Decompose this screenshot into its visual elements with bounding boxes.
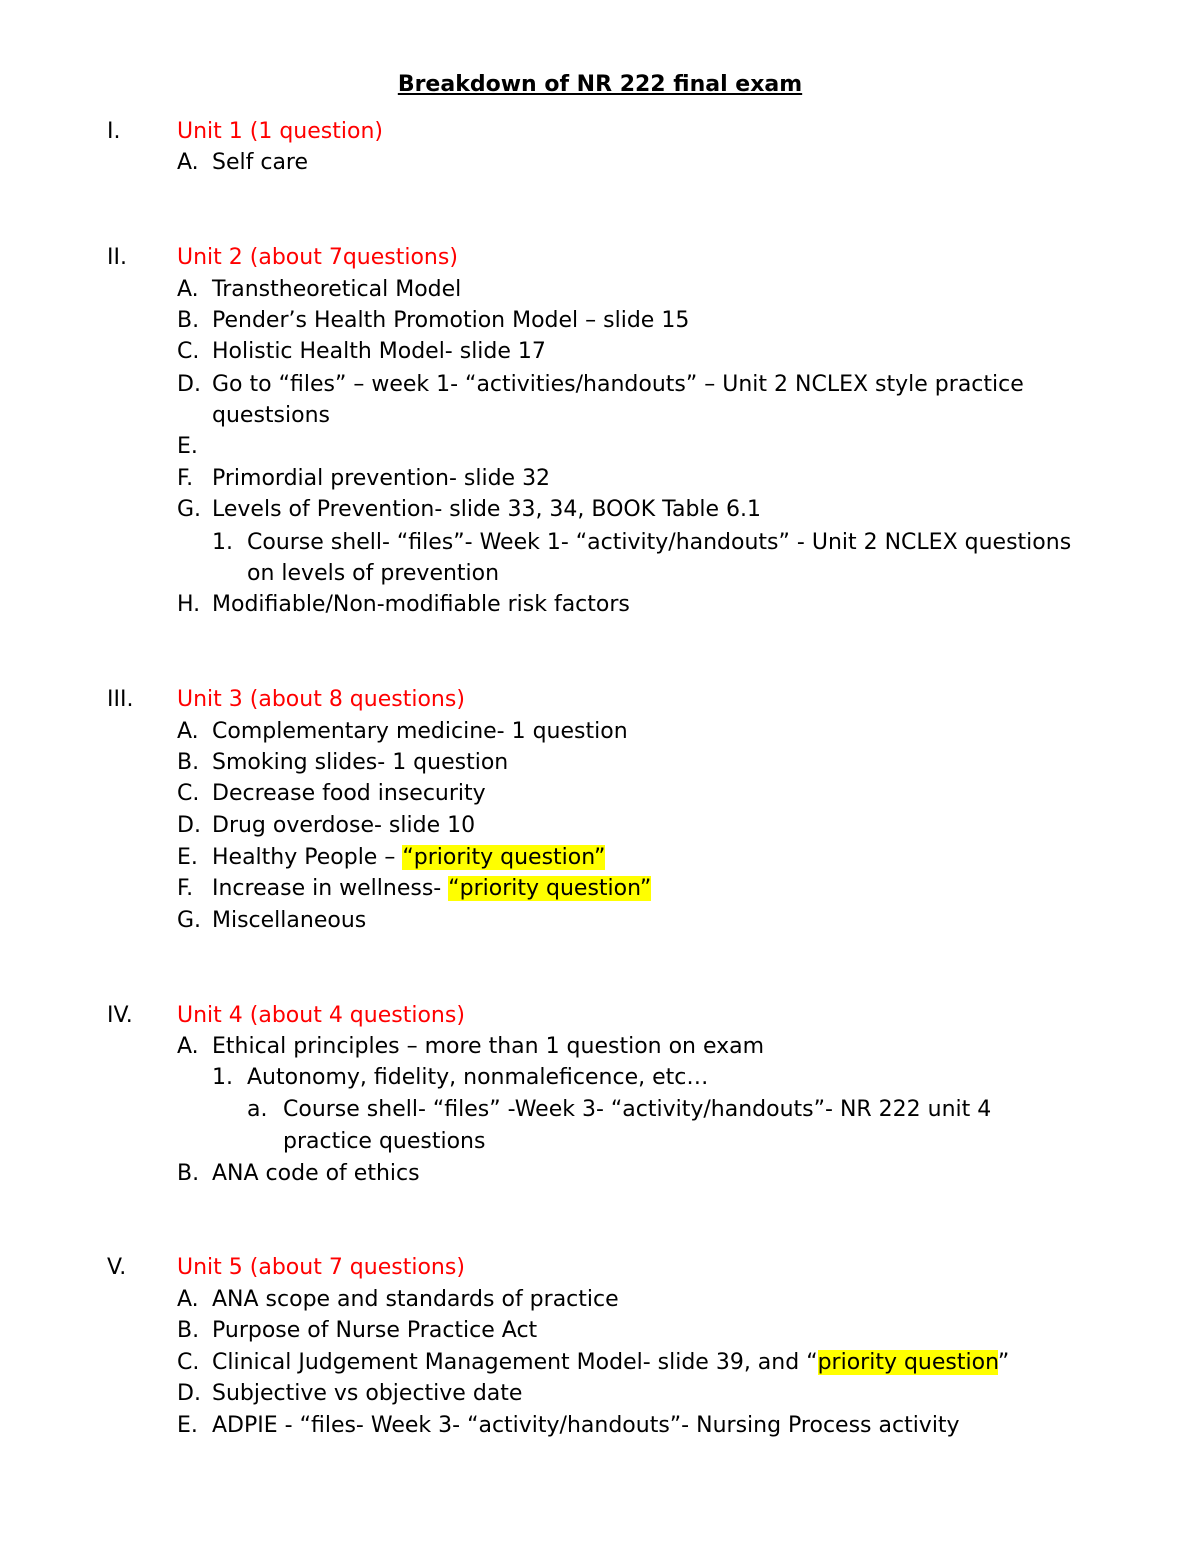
item-marker: H. <box>177 592 201 617</box>
item-text: Self care <box>212 150 309 175</box>
unit-numeral: II. <box>107 245 127 270</box>
unit-heading: Unit 4 (about 4 questions) <box>177 1003 465 1028</box>
unit-heading: Unit 1 (1 question) <box>177 119 383 144</box>
item-marker: C. <box>177 339 200 364</box>
item-text: Primordial prevention- slide 32 <box>212 466 551 491</box>
item-text: Modifiable/Non-modifiable risk factors <box>212 592 630 617</box>
item-marker: 1. <box>212 1065 233 1090</box>
unit-heading: Unit 3 (about 8 questions) <box>177 687 465 712</box>
item-marker: E. <box>177 434 198 459</box>
document-title: Breakdown of NR 222 final exam <box>397 72 803 97</box>
item-marker: E. <box>177 845 198 870</box>
item-marker: F. <box>177 466 194 491</box>
item-text: ADPIE - “files- Week 3- “activity/handouts”- Nursing Process activity <box>212 1413 960 1438</box>
item-text: questsions <box>212 403 330 428</box>
item-text: Drug overdose- slide 10 <box>212 813 476 838</box>
item-marker: A. <box>177 1034 199 1059</box>
item-marker: G. <box>177 497 202 522</box>
item-text-plain: Clinical Judgement Management Model- slide 39, and “ <box>212 1350 818 1375</box>
item-text-plain: ” <box>997 1350 1010 1375</box>
item-marker: B. <box>177 750 200 775</box>
priority-highlight: “priority question” <box>448 876 652 901</box>
item-text: Course shell- “files” -Week 3- “activity/handouts”- NR 222 unit 4 <box>283 1097 992 1122</box>
item-marker: A. <box>177 719 199 744</box>
item-marker: B. <box>177 1318 200 1343</box>
item-marker: D. <box>177 372 201 397</box>
item-text: ANA code of ethics <box>212 1161 420 1186</box>
unit-heading: Unit 2 (about 7questions) <box>177 245 458 270</box>
item-text: Holistic Health Model- slide 17 <box>212 339 546 364</box>
item-marker: A. <box>177 277 199 302</box>
item-text: Course shell- “files”- Week 1- “activity/handouts” - Unit 2 NCLEX questions <box>247 530 1072 555</box>
item-text <box>212 1347 1009 1378</box>
item-text: Pender’s Health Promotion Model – slide 15 <box>212 308 690 333</box>
unit-numeral: III. <box>107 687 134 712</box>
item-text: Autonomy, fidelity, nonmaleficence, etc… <box>247 1065 709 1090</box>
unit-heading: Unit 5 (about 7 questions) <box>177 1255 465 1280</box>
item-marker: E. <box>177 1413 198 1438</box>
item-marker: A. <box>177 150 199 175</box>
item-marker: D. <box>177 813 201 838</box>
priority-highlight: “priority question” <box>402 845 606 870</box>
item-marker: F. <box>177 876 194 901</box>
item-text: Decrease food insecurity <box>212 781 486 806</box>
item-text: Go to “files” – week 1- “activities/handouts” – Unit 2 NCLEX style practice <box>212 372 1024 397</box>
item-marker: C. <box>177 1350 200 1375</box>
item-text: Transtheoretical Model <box>212 277 462 302</box>
item-text: Complementary medicine- 1 question <box>212 719 628 744</box>
item-text <box>212 873 651 904</box>
item-text: Purpose of Nurse Practice Act <box>212 1318 538 1343</box>
item-text: on levels of prevention <box>247 561 500 586</box>
item-text: Levels of Prevention- slide 33, 34, BOOK Table 6.1 <box>212 497 762 522</box>
item-text: Ethical principles – more than 1 question on exam <box>212 1034 765 1059</box>
item-marker: 1. <box>212 530 233 555</box>
priority-highlight: priority question <box>817 1350 998 1375</box>
item-marker: A. <box>177 1287 199 1312</box>
item-text-plain: Healthy People – <box>212 845 403 870</box>
item-text: practice questions <box>283 1129 486 1154</box>
unit-numeral: V. <box>107 1255 127 1280</box>
item-text: Miscellaneous <box>212 908 367 933</box>
item-text-plain: Increase in wellness- <box>212 876 449 901</box>
item-marker: a. <box>247 1097 268 1122</box>
item-marker: B. <box>177 308 200 333</box>
item-text <box>212 842 605 873</box>
item-text: Smoking slides- 1 question <box>212 750 509 775</box>
unit-numeral: IV. <box>107 1003 133 1028</box>
item-marker: G. <box>177 908 202 933</box>
unit-numeral: I. <box>107 119 121 144</box>
item-text: Subjective vs objective date <box>212 1381 523 1406</box>
item-marker: B. <box>177 1161 200 1186</box>
item-text: ANA scope and standards of practice <box>212 1287 619 1312</box>
item-marker: C. <box>177 781 200 806</box>
item-marker: D. <box>177 1381 201 1406</box>
